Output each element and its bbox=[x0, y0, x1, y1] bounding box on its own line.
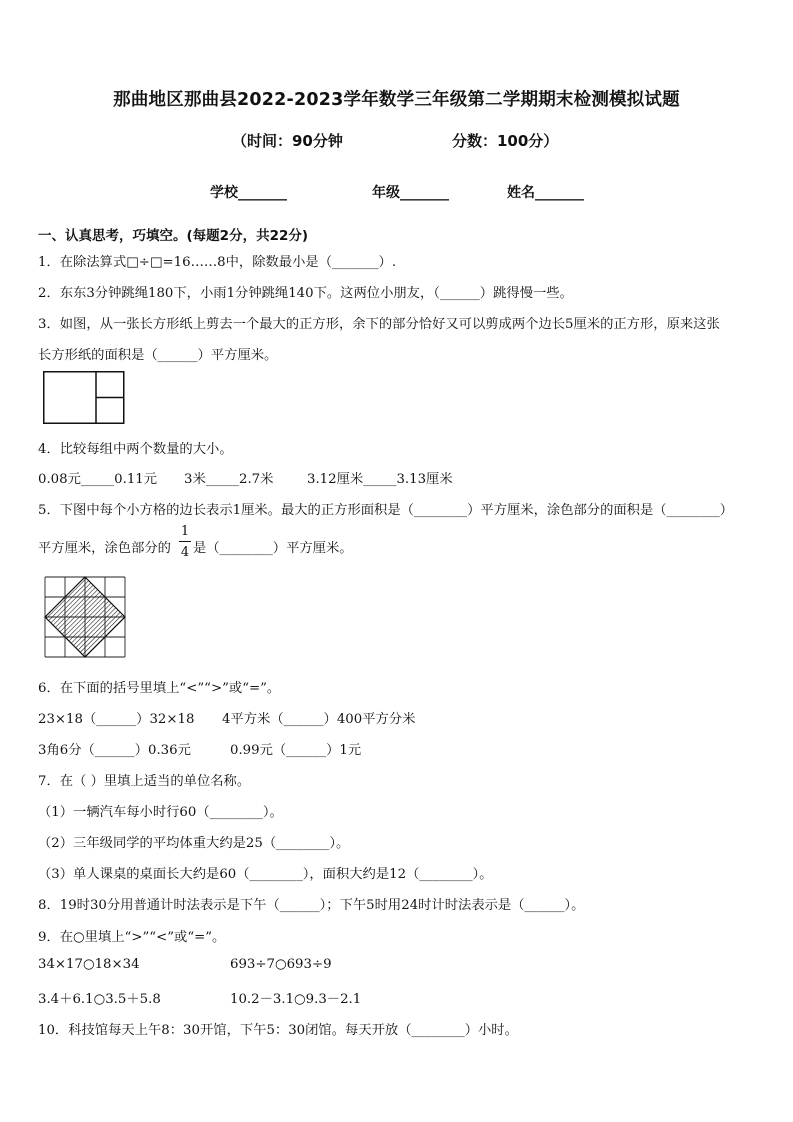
question-9-a: 34×17○18×34 bbox=[38, 957, 140, 972]
question-6-a: 23×18（______）32×18 bbox=[38, 712, 195, 727]
question-10: 10．科技馆每天上午8：30开馆，下午5：30闭馆。每天开放（________）小时。 bbox=[38, 1023, 518, 1038]
question-3-line2: 长方形纸的面积是（______）平方厘米。 bbox=[38, 348, 278, 363]
question-6-c: 3角6分（______）0.36元 bbox=[38, 743, 191, 758]
question-6-b: 4平方米（______）400平方分米 bbox=[222, 712, 416, 727]
question-5-line1: 5．下图中每个小方格的边长表示1厘米。最大的正方形面积是（________）平方厘米，涂色部分的面积是（________） bbox=[38, 503, 734, 518]
question-4-c: 3.12厘米_____3.13厘米 bbox=[307, 472, 453, 487]
name-field: 姓名_______ bbox=[507, 185, 584, 201]
exam-time: （时间：90分钟 bbox=[232, 132, 343, 150]
question-5-line2-pre: 平方厘米，涂色部分的 bbox=[38, 541, 171, 556]
grade-field: 年级_______ bbox=[372, 185, 449, 201]
grid-figure bbox=[43, 576, 129, 660]
question-7-2: （2）三年级同学的平均体重大约是25（________）。 bbox=[38, 836, 350, 851]
question-6: 6．在下面的括号里填上“<”“>”或“=”。 bbox=[38, 681, 281, 696]
question-8: 8．19时30分用普通计时法表示是下午（______）；下午5时用24时计时法表示是（______）。 bbox=[38, 898, 585, 913]
question-5-line2-post: 是（________）平方厘米。 bbox=[193, 541, 353, 556]
school-field: 学校_______ bbox=[210, 185, 287, 201]
rectangle-figure bbox=[43, 371, 125, 425]
question-4-b: 3米_____2.7米 bbox=[184, 472, 274, 487]
question-9-d: 10.2－3.1○9.3－2.1 bbox=[230, 992, 362, 1007]
exam-score: 分数：100分） bbox=[452, 132, 559, 150]
question-7-3: （3）单人课桌的桌面长大约是60（________），面积大约是12（________）。 bbox=[38, 867, 493, 882]
question-7: 7．在（ ）里填上适当的单位名称。 bbox=[38, 774, 251, 789]
question-7-1: （1）一辆汽车每小时行60（________）。 bbox=[38, 805, 283, 820]
question-6-d: 0.99元（______）1元 bbox=[230, 743, 362, 758]
fraction-denominator: 4 bbox=[180, 545, 190, 560]
question-9-c: 3.4＋6.1○3.5＋5.8 bbox=[38, 992, 161, 1007]
question-9-b: 693÷7○693÷9 bbox=[230, 957, 332, 972]
question-9: 9．在○里填上“>”“<”或“=”。 bbox=[38, 930, 226, 945]
fraction-numerator: 1 bbox=[180, 524, 190, 539]
fraction-bar bbox=[179, 541, 191, 542]
question-2: 2．东东3分钟跳绳180下，小雨1分钟跳绳140下。这两位小朋友，（______）跳得慢一些。 bbox=[38, 286, 573, 301]
question-4: 4．比较每组中两个数量的大小。 bbox=[38, 442, 233, 457]
question-3-line1: 3．如图，从一张长方形纸上剪去一个最大的正方形，余下的部分恰好又可以剪成两个边长5厘米的正方形，原来这张 bbox=[38, 317, 720, 332]
question-1: 1．在除法算式□÷□=16……8中，除数最小是（_______）. bbox=[38, 255, 397, 270]
page-title: 那曲地区那曲县2022-2023学年数学三年级第二学期期末检测模拟试题 bbox=[113, 90, 680, 110]
section-heading: 一、认真思考，巧填空。(每题2分，共22分) bbox=[38, 228, 309, 244]
question-4-a: 0.08元_____0.11元 bbox=[38, 472, 158, 487]
